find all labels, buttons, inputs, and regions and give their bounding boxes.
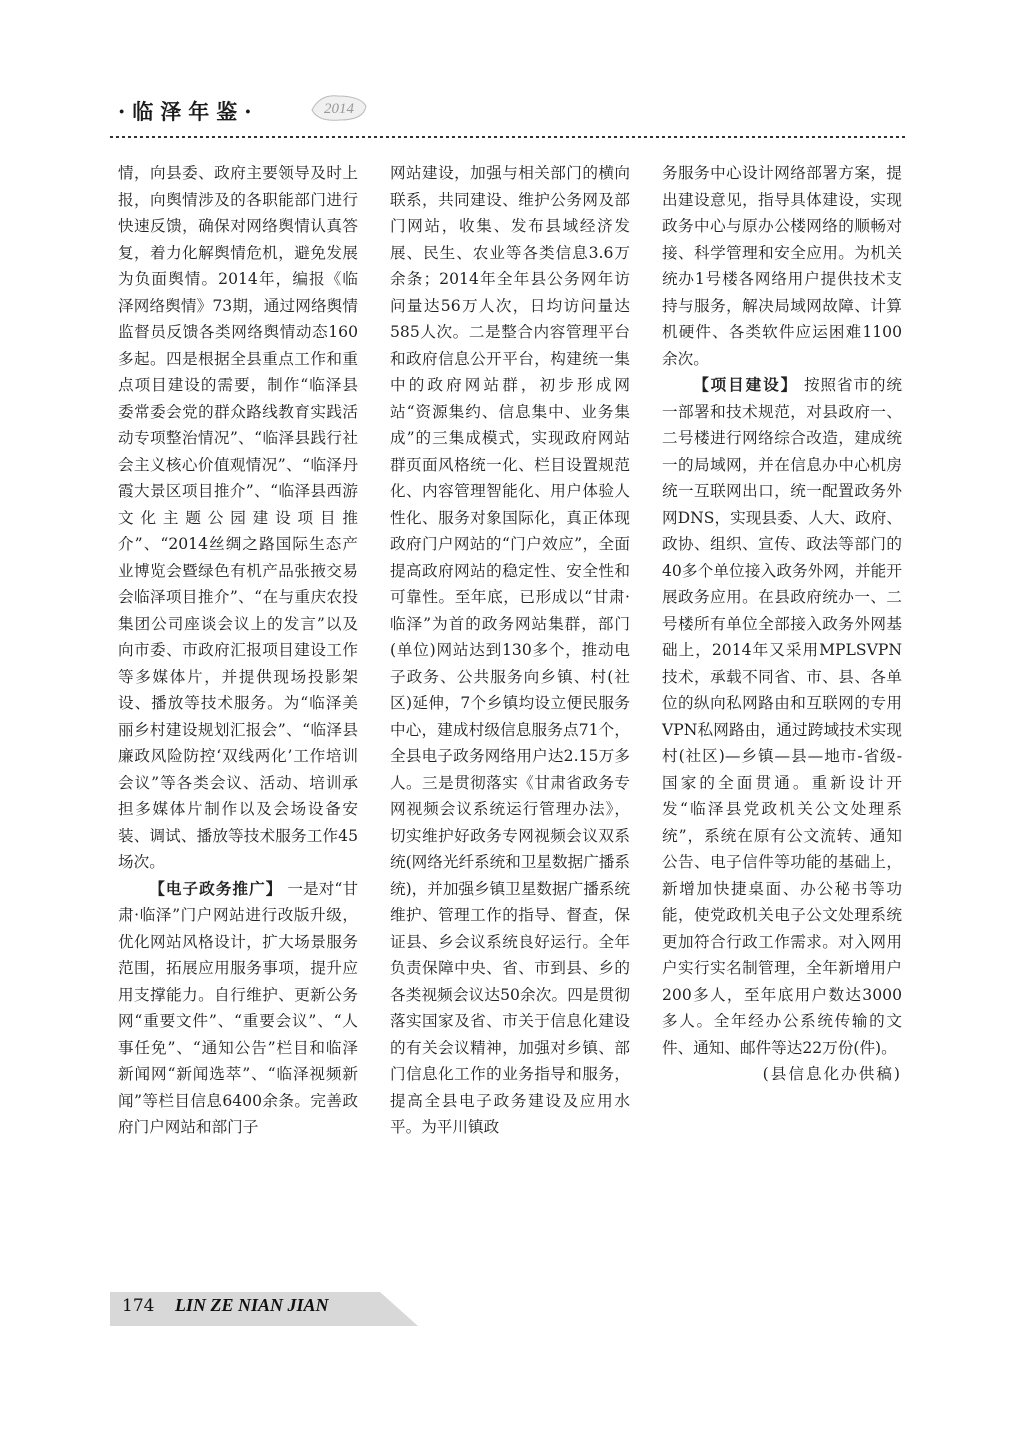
col3-paragraph-2: [662, 372, 902, 1061]
column-3: [662, 160, 902, 1088]
col1-paragraph-2-text: 一是对“甘肃·临泽”门户网站进行改版升级，优化网站风格设计，扩大场景服务范围，拓展应用服务事项，提升应用支撑能力。自行维护、更新公务网“重要文件”、“重要会议”、“人事任免”、“通知公告”栏目和临泽新闻网“新闻选萃”、“临泽视频新闻”等栏目信息6400余条。完善政府门户网站和部门子: [118, 879, 358, 1136]
page-number: 174: [122, 1296, 155, 1316]
yearbook-title: ·临泽年鉴·: [118, 99, 259, 124]
column-2: [390, 160, 630, 1141]
year-text: 2014: [324, 101, 354, 117]
col1-paragraph-2: [118, 876, 358, 1141]
col2-paragraph-1: 网站建设，加强与相关部门的横向联系，共同建设、维护公务网及部门网站，收集、发布县域经济发展、民生、农业等各类信息3.6万余条；2014年全年县公务网年访问量达56万人次，日均访问量达585人次。二是整合内容管理平台和政府信息公开平台，构建统一集中的政府网站群，初步形成网站“资源集约、信息集中、业务集成”的三集成模式，实现政府网站群页面风格统一化、栏目设置规范化、内容管理智能化、用户体验人性化、服务对象国际化，真正体现政府门户网站的“门户效应”，全面提高政府网站的稳定性、安全性和可靠性。至年底，已形成以“甘肃·临泽”为首的政务网站集群，部门(单位)网站达到130多个，推动电子政务、公共服务向乡镇、村(社区)延伸，7个乡镇均设立便民服务中心，建成村级信息服务点71个，全县电子政务网络用户达2.15万多人。三是贯彻落实《甘肃省政务专网视频会议系统运行管理办法》，切实维护好政务专网视频会议双系统(网络光纤系统和卫星数据广播系统)，并加强乡镇卫星数据广播系统维护、管理工作的指导、督查，保证县、乡会议系统良好运行。全年负责保障中央、省、市到县、乡的各类视频会议达50余次。四是贯彻落实国家及省、市关于信息化建设的有关会议精神，加强对乡镇、部门信息化工作的业务指导和服务，提高全县电子政务建设及应用水平。为平川镇政: [390, 164, 630, 1136]
col3-paragraph-2-text: 按照省市的统一部署和技术规范，对县政府一、二号楼进行网络综合改造，建成统一的局域网，并在信息办中心机房统一互联网出口，统一配置政务外网DNS，实现县委、人大、政府、政协、组织、宣传、政法等部门的40多个单位接入政务外网，并能开展政务应用。在县政府统办一、二号楼所有单位全部接入政务外网基础上，2014年又采用MPLSVPN技术，承载不同省、市、县、各单位的纵向私网路由和互联网的专用VPN私网路由，通过跨域技术实现村(社区)—乡镇—县—地市-省级-国家的全面贯通。重新设计开发“临泽县党政机关公文处理系统”，系统在原有公文流转、通知公告、电子信件等功能的基础上，新增加快捷桌面、办公秘书等功能，使党政机关电子公文处理系统更加符合行政工作需求。对入网用户实行实名制管理，全年新增用户200多人，至年底用户数达3000多人。全年经办公系统传输的文件、通知、邮件等达22万份(件)。: [662, 376, 902, 1057]
section-heading-project: 【项目建设】: [693, 376, 799, 394]
header-rule: [110, 134, 908, 140]
column-1: [118, 160, 358, 1141]
footer-title: LIN ZE NIAN JIAN: [175, 1295, 329, 1315]
col1-paragraph-1: 情，向县委、政府主要领导及时上报，向舆情涉及的各职能部门进行快速反馈，确保对网络舆情认真答复，着力化解舆情危机，避免发展为负面舆情。2014年，编报《临泽网络舆情》73期，通过网络舆情监督员反馈各类网络舆情动态160多起。四是根据全县重点工作和重点项目建设的需要，制作“临泽县委常委会党的群众路线教育实践活动专项整治情况”、“临泽县践行社会主义核心价值观情况”、“临泽丹霞大景区项目推介”、“临泽县西游文化主题公园建设项目推介”、“2014丝绸之路国际生态产业博览会暨绿色有机产品张掖交易会临泽项目推介”、“在与重庆农投集团公司座谈会议上的发言”以及向市委、市政府汇报项目建设工作等多媒体片，并提供现场投影架设、播放等技术服务。为“临泽美丽乡村建设规划汇报会”、“临泽县廉政风险防控‘双线两化’工作培训会议”等各类会议、活动、培训承担多媒体片制作以及会场设备安装、调试、播放等技术服务工作45场次。: [118, 164, 358, 871]
section-heading-e-gov: 【电子政务推广】: [149, 879, 283, 898]
source-credit: (县信息化办供稿): [762, 1065, 902, 1083]
col3-paragraph-1: 务服务中心设计网络部署方案，提出建设意见，指导具体建设，实现政务中心与原办公楼网络的顺畅对接、科学管理和安全应用。为机关统办1号楼各网络用户提供技术支持与服务，解决局域网故障、计算机硬件、各类软件应运困难1100余次。: [662, 164, 902, 368]
year-badge: [308, 90, 370, 124]
